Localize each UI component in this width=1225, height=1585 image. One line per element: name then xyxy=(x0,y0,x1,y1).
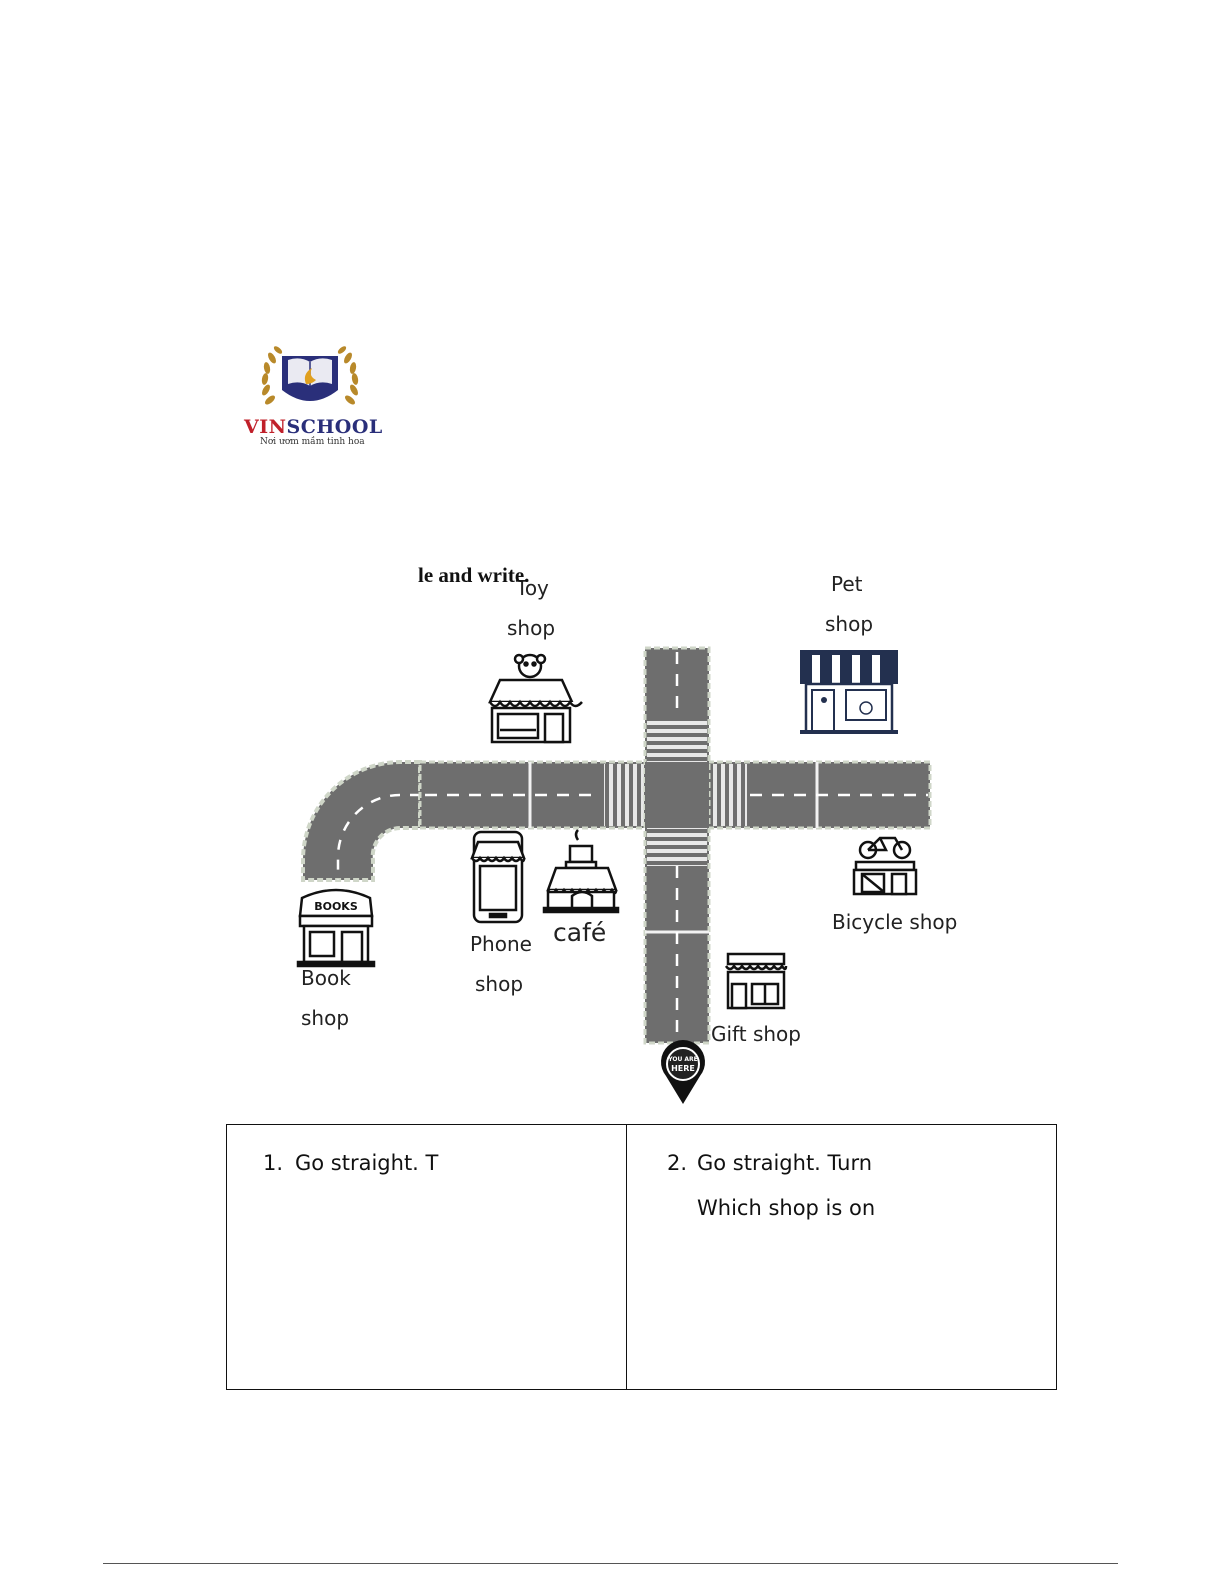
question-2-number: 2. xyxy=(667,1151,688,1175)
toy-shop-label-line2: shop xyxy=(507,616,556,640)
bicycle-shop-icon xyxy=(854,838,916,894)
gift-shop-icon xyxy=(726,954,786,1008)
vertical-road xyxy=(645,648,709,1043)
pet-shop-label-line1: Pet xyxy=(831,572,863,596)
svg-text:BOOKS: BOOKS xyxy=(314,900,358,913)
phone-shop-label-line1: Phone xyxy=(470,932,532,956)
logo-tagline: Nơi ươm mầm tinh hoa xyxy=(260,437,365,447)
phone-shop-label-line2: shop xyxy=(475,972,524,996)
book-shop-label-line1: Book xyxy=(301,966,351,990)
pet-shop-label-line2: shop xyxy=(825,612,874,636)
logo-wordmark: VINSCHOOL xyxy=(244,416,383,438)
footer-divider xyxy=(103,1563,1118,1564)
toy-shop-label-line1: Toy xyxy=(516,576,549,600)
instruction-text: le and write. xyxy=(418,563,530,587)
bicycle-shop-label: Bicycle shop xyxy=(832,910,958,934)
book-shop-label-line2: shop xyxy=(301,1006,350,1030)
question-2-text-line2: Which shop is on xyxy=(697,1196,876,1220)
cafe-label: café xyxy=(553,918,607,947)
you-are-here-line1: YOU ARE xyxy=(668,1056,698,1063)
task-table xyxy=(226,1124,1057,1390)
question-1-number: 1. xyxy=(263,1151,284,1175)
gift-shop-label: Gift shop xyxy=(711,1022,801,1046)
question-2-text-line1: Go straight. Turn xyxy=(697,1151,873,1175)
you-are-here-line2: HERE xyxy=(671,1064,695,1073)
question-1-text: Go straight. T xyxy=(295,1151,439,1175)
toy-shop-icon xyxy=(490,655,582,742)
pet-shop-icon xyxy=(800,650,898,734)
bookstore-icon xyxy=(298,890,374,966)
you-are-here-badge xyxy=(667,1055,699,1073)
cafe-icon xyxy=(544,830,618,912)
question-2-cell xyxy=(627,1125,1056,1389)
curved-road xyxy=(303,762,420,880)
phone-shop-icon xyxy=(472,832,524,922)
question-1-cell xyxy=(227,1125,627,1389)
